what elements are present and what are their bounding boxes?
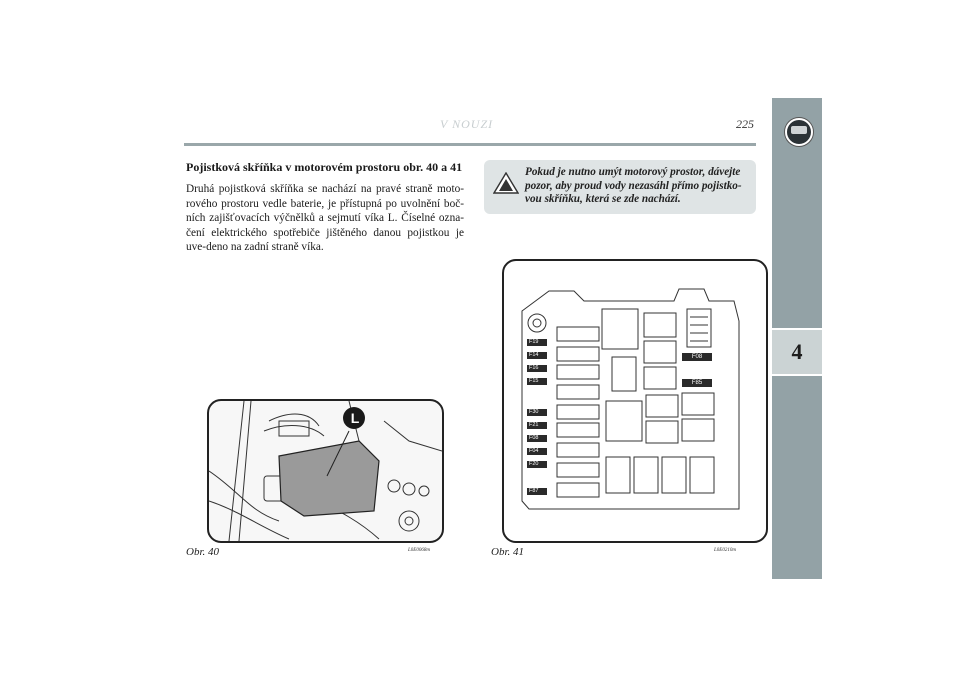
header-rule bbox=[184, 143, 756, 146]
body-paragraph: Druhá pojistková skříňka se nachází na pravé straně moto-rového prostoru vedle baterie, je přístupná po uvolnění boč-ních zajišťovacích výčnělků a sejmutí víka L. Číselné ozna-čení elektrického spotřebiče jištěného danou pojistkou je uve-deno na zadní straně víka. bbox=[186, 183, 464, 253]
warning-text: Pokud je nutno umýt motorový prostor, dávejte pozor, aby proud vody nezasáhl přímo pojistko-vou skříňku, která se zde nachází. bbox=[525, 166, 742, 205]
engine-bay-illustration bbox=[207, 399, 444, 543]
warning-triangle-icon bbox=[493, 172, 519, 194]
fuse-label-right: F08 bbox=[682, 353, 712, 361]
callout-l: L bbox=[350, 410, 360, 426]
fuse-label: F21 bbox=[527, 422, 547, 429]
fuse-box-diagram bbox=[502, 259, 768, 543]
page-number: 225 bbox=[736, 117, 754, 131]
figure-40-code: L0E0068m bbox=[408, 548, 430, 553]
fuse-label-right: F85 bbox=[682, 379, 712, 387]
chapter-number: 4 bbox=[772, 328, 822, 376]
figure-41-code: L0E0210m bbox=[714, 548, 736, 553]
fuse-labels-left bbox=[527, 339, 547, 495]
fuse-label: F30 bbox=[527, 409, 547, 416]
fuse-label: F15 bbox=[527, 378, 547, 385]
lancia-logo bbox=[785, 118, 813, 146]
fuse-label: F87 bbox=[527, 488, 547, 495]
figure-40-caption: Obr. 40 bbox=[186, 546, 220, 558]
fuse-label: F16 bbox=[527, 365, 547, 372]
running-head: V NOUZI bbox=[440, 117, 494, 131]
fuse-label: F19 bbox=[527, 339, 547, 346]
fuse-label: F08 bbox=[527, 435, 547, 442]
fuse-label: F14 bbox=[527, 352, 547, 359]
section-heading: Pojistková skříňka v motorovém prostoru obr. 40 a 41 bbox=[186, 160, 463, 174]
figure-41-caption: Obr. 41 bbox=[491, 546, 525, 558]
fuse-label: F04 bbox=[527, 448, 547, 455]
fuse-label: F20 bbox=[527, 461, 547, 468]
